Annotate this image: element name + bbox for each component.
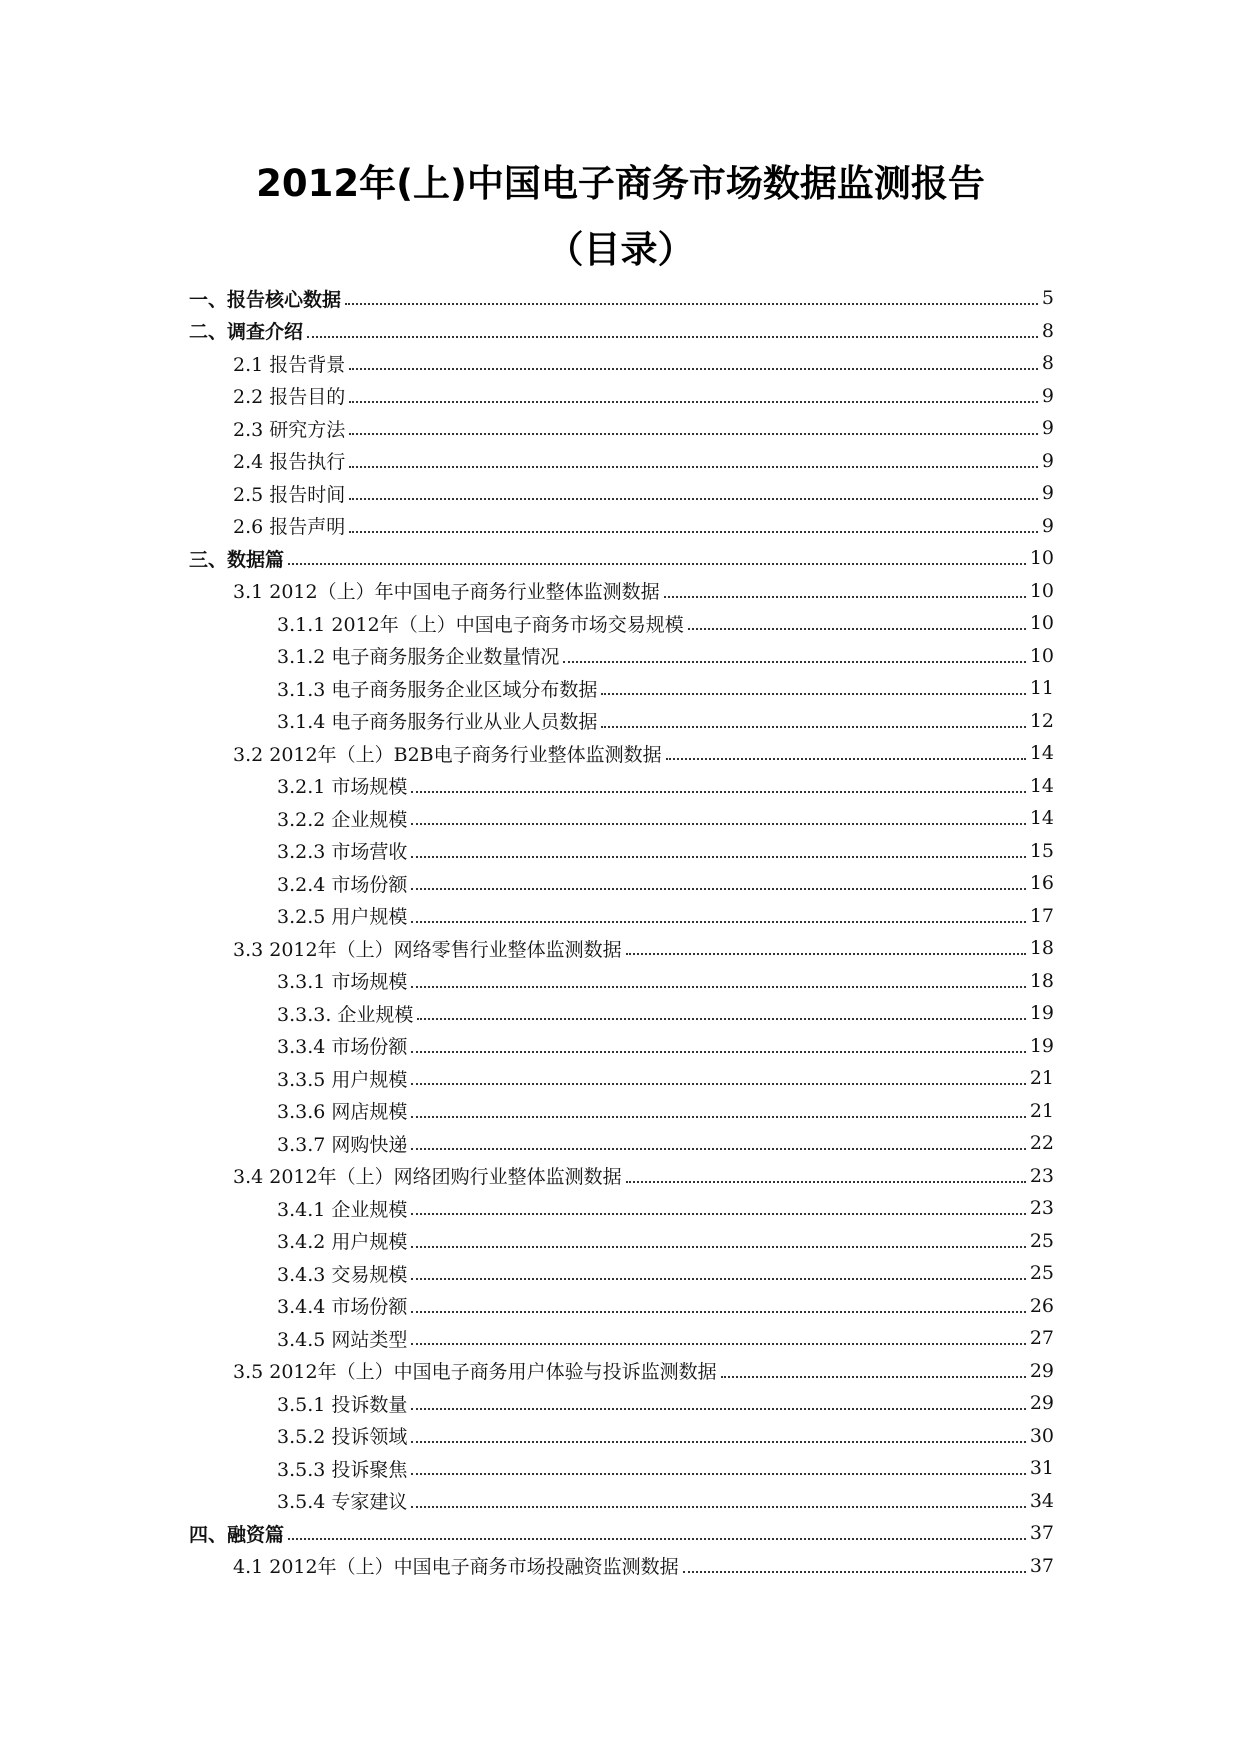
toc-dot-leader [349, 466, 1038, 468]
toc-dot-leader [411, 1441, 1025, 1443]
toc-entry-page-number: 23 [1029, 1197, 1054, 1220]
toc-entry-page-number: 21 [1029, 1067, 1054, 1090]
toc-dot-leader [411, 1051, 1025, 1053]
toc-entry-page-number: 9 [1041, 449, 1054, 472]
toc-entry-title: 3.1.1 2012年（上）中国电子商务市场交易规模 [277, 613, 684, 636]
toc-entry-page-number: 10 [1029, 579, 1054, 602]
toc-entry[interactable] [0, 1127, 1241, 1160]
toc-entry[interactable] [0, 1030, 1241, 1063]
toc-entry-page-number: 12 [1029, 709, 1054, 732]
toc-entry[interactable] [0, 1517, 1241, 1550]
toc-entry[interactable] [0, 607, 1241, 640]
toc-entry-title: 3.2.2 企业规模 [277, 808, 408, 831]
toc-dot-leader [411, 1473, 1025, 1475]
toc-entry-page-number: 8 [1041, 319, 1054, 342]
toc-entry-page-number: 19 [1029, 1034, 1054, 1057]
toc-entry-page-number: 34 [1029, 1489, 1054, 1512]
toc-entry-page-number: 26 [1029, 1294, 1054, 1317]
toc-entry-page-number: 15 [1029, 839, 1054, 862]
toc-entry-page-number: 8 [1041, 352, 1054, 375]
toc-entry[interactable] [0, 282, 1241, 315]
toc-entry[interactable] [0, 1160, 1241, 1193]
toc-entry-title: 3.4.4 市场份额 [277, 1296, 408, 1319]
toc-entry-title: 3.5.1 投诉数量 [277, 1393, 408, 1416]
toc-entry[interactable] [0, 1452, 1241, 1485]
toc-entry[interactable] [0, 1420, 1241, 1453]
toc-dot-leader [683, 1571, 1026, 1573]
toc-dot-leader [411, 1148, 1025, 1150]
toc-entry-title: 3.4.3 交易规模 [277, 1263, 408, 1286]
toc-entry[interactable] [0, 1322, 1241, 1355]
toc-entry-page-number: 37 [1029, 1554, 1054, 1577]
toc-entry-page-number: 9 [1041, 417, 1054, 440]
toc-entry-page-number: 29 [1029, 1359, 1054, 1382]
toc-entry-title: 3.1.4 电子商务服务行业从业人员数据 [277, 711, 598, 734]
toc-entry-page-number: 19 [1029, 1002, 1054, 1025]
toc-entry-page-number: 25 [1029, 1229, 1054, 1252]
toc-dot-leader [601, 693, 1025, 695]
toc-entry-page-number: 14 [1029, 807, 1054, 830]
toc-dot-leader [349, 401, 1038, 403]
toc-entry-title: 3.3 2012年（上）网络零售行业整体监测数据 [233, 938, 622, 961]
toc-entry-page-number: 5 [1041, 287, 1054, 310]
toc-entry-title: 3.4 2012年（上）网络团购行业整体监测数据 [233, 1166, 622, 1189]
toc-entry[interactable] [0, 575, 1241, 608]
toc-entry-title: 3.1.3 电子商务服务企业区域分布数据 [277, 678, 598, 701]
toc-entry[interactable] [0, 1257, 1241, 1290]
toc-entry-page-number: 30 [1029, 1424, 1054, 1447]
toc-dot-leader [563, 661, 1025, 663]
toc-dot-leader [411, 1246, 1025, 1248]
toc-entry[interactable] [0, 380, 1241, 413]
toc-entry-title: 2.5 报告时间 [233, 483, 346, 506]
toc-dot-leader [411, 1311, 1025, 1313]
toc-entry-title: 3.2.1 市场规模 [277, 776, 408, 799]
toc-dot-leader [411, 823, 1025, 825]
toc-dot-leader [626, 1181, 1026, 1183]
toc-entry-page-number: 25 [1029, 1262, 1054, 1285]
toc-entry-title: 3.3.5 用户规模 [277, 1068, 408, 1091]
toc-entry-title: 3.2.3 市场营收 [277, 841, 408, 864]
toc-entry[interactable] [0, 1192, 1241, 1225]
toc-entry-page-number: 18 [1029, 969, 1054, 992]
toc-dot-leader [721, 1376, 1026, 1378]
toc-entry-page-number: 31 [1029, 1457, 1054, 1480]
toc-dot-leader [626, 953, 1026, 955]
toc-entry-title: 3.3.4 市场份额 [277, 1036, 408, 1059]
toc-entry[interactable] [0, 705, 1241, 738]
toc-entry-page-number: 10 [1029, 547, 1054, 570]
toc-entry-title: 4.1 2012年（上）中国电子商务市场投融资监测数据 [233, 1556, 679, 1579]
toc-dot-leader [688, 628, 1026, 630]
toc-entry[interactable] [0, 965, 1241, 998]
toc-entry[interactable] [0, 640, 1241, 673]
toc-dot-leader [411, 856, 1025, 858]
toc-dot-leader [411, 1506, 1025, 1508]
toc-entry[interactable] [0, 802, 1241, 835]
toc-entry[interactable] [0, 835, 1241, 868]
toc-entry[interactable] [0, 1062, 1241, 1095]
toc-dot-leader [288, 1538, 1026, 1540]
toc-entry[interactable] [0, 1095, 1241, 1128]
toc-entry[interactable] [0, 315, 1241, 348]
toc-entry-title: 一、报告核心数据 [189, 288, 342, 311]
toc-dot-leader [411, 986, 1025, 988]
toc-entry-title: 二、调查介绍 [189, 321, 304, 344]
toc-dot-leader [417, 1018, 1025, 1020]
toc-entry[interactable] [0, 1225, 1241, 1258]
toc-entry-title: 3.5.2 投诉领域 [277, 1426, 408, 1449]
toc-entry-title: 3.4.2 用户规模 [277, 1231, 408, 1254]
toc-entry-title: 2.2 报告目的 [233, 386, 346, 409]
toc-entry-title: 2.4 报告执行 [233, 451, 346, 474]
document-subtitle: （目录） [546, 228, 695, 271]
table-of-contents [0, 282, 1241, 1582]
toc-dot-leader [307, 336, 1038, 338]
toc-entry-page-number: 14 [1029, 742, 1054, 765]
toc-entry-title: 3.5.4 专家建议 [277, 1491, 408, 1514]
toc-entry-page-number: 9 [1041, 482, 1054, 505]
toc-entry-title: 3.3.6 网店规模 [277, 1101, 408, 1124]
toc-entry[interactable] [0, 347, 1241, 380]
toc-entry-page-number: 22 [1029, 1132, 1054, 1155]
toc-entry-page-number: 17 [1029, 904, 1054, 927]
toc-entry-title: 3.2 2012年（上）B2B电子商务行业整体监测数据 [233, 743, 662, 766]
toc-entry-title: 三、数据篇 [189, 548, 285, 571]
toc-dot-leader [411, 1278, 1025, 1280]
toc-dot-leader [601, 726, 1025, 728]
toc-dot-leader [411, 1116, 1025, 1118]
toc-entry-title: 3.1.2 电子商务服务企业数量情况 [277, 646, 560, 669]
toc-entry-title: 2.1 报告背景 [233, 353, 346, 376]
toc-entry-title: 3.5.3 投诉聚焦 [277, 1458, 408, 1481]
toc-dot-leader [411, 1408, 1025, 1410]
toc-entry-title: 3.3.7 网购快递 [277, 1133, 408, 1156]
toc-dot-leader [349, 433, 1038, 435]
toc-entry-page-number: 27 [1029, 1327, 1054, 1350]
toc-entry[interactable] [0, 542, 1241, 575]
toc-dot-leader [349, 531, 1038, 533]
document-title: 2012年(上)中国电子商务市场数据监测报告 [256, 162, 985, 205]
toc-dot-leader [411, 1083, 1025, 1085]
toc-entry[interactable] [0, 1550, 1241, 1583]
toc-entry-title: 3.3.1 市场规模 [277, 971, 408, 994]
toc-entry[interactable] [0, 1355, 1241, 1388]
toc-dot-leader [411, 1213, 1025, 1215]
toc-entry-page-number: 9 [1041, 384, 1054, 407]
toc-dot-leader [664, 596, 1026, 598]
toc-entry-page-number: 16 [1029, 872, 1054, 895]
toc-entry[interactable] [0, 932, 1241, 965]
toc-entry-page-number: 14 [1029, 774, 1054, 797]
toc-entry-page-number: 23 [1029, 1164, 1054, 1187]
toc-dot-leader [411, 921, 1025, 923]
toc-dot-leader [288, 563, 1026, 565]
toc-dot-leader [349, 368, 1038, 370]
toc-entry-page-number: 21 [1029, 1099, 1054, 1122]
toc-dot-leader [411, 888, 1025, 890]
toc-entry-title: 2.3 研究方法 [233, 418, 346, 441]
toc-entry[interactable] [0, 1290, 1241, 1323]
toc-entry-page-number: 37 [1029, 1522, 1054, 1545]
toc-entry[interactable] [0, 867, 1241, 900]
toc-entry[interactable] [0, 770, 1241, 803]
toc-entry-page-number: 10 [1029, 644, 1054, 667]
toc-entry[interactable] [0, 672, 1241, 705]
toc-entry-page-number: 9 [1041, 514, 1054, 537]
toc-entry-title: 四、融资篇 [189, 1523, 285, 1546]
toc-dot-leader [349, 498, 1038, 500]
toc-entry[interactable] [0, 1485, 1241, 1518]
toc-entry[interactable] [0, 445, 1241, 478]
toc-entry-title: 2.6 报告声明 [233, 516, 346, 539]
toc-entry-title: 3.3.3. 企业规模 [277, 1003, 414, 1026]
toc-entry[interactable] [0, 737, 1241, 770]
toc-entry-page-number: 18 [1029, 937, 1054, 960]
toc-dot-leader [411, 791, 1025, 793]
toc-entry-title: 3.4.5 网站类型 [277, 1328, 408, 1351]
toc-entry-page-number: 29 [1029, 1392, 1054, 1415]
toc-dot-leader [345, 303, 1038, 305]
toc-entry-title: 3.2.5 用户规模 [277, 906, 408, 929]
toc-entry[interactable] [0, 412, 1241, 445]
toc-entry[interactable] [0, 997, 1241, 1030]
toc-entry[interactable] [0, 477, 1241, 510]
toc-entry-page-number: 11 [1029, 677, 1054, 700]
toc-entry-title: 3.2.4 市场份额 [277, 873, 408, 896]
toc-entry-title: 3.4.1 企业规模 [277, 1198, 408, 1221]
toc-entry-title: 3.5 2012年（上）中国电子商务用户体验与投诉监测数据 [233, 1361, 717, 1384]
toc-entry-title: 3.1 2012（上）年中国电子商务行业整体监测数据 [233, 581, 660, 604]
toc-entry[interactable] [0, 1387, 1241, 1420]
toc-entry[interactable] [0, 510, 1241, 543]
toc-entry[interactable] [0, 900, 1241, 933]
toc-dot-leader [666, 758, 1026, 760]
toc-entry-page-number: 10 [1029, 612, 1054, 635]
toc-dot-leader [411, 1343, 1025, 1345]
